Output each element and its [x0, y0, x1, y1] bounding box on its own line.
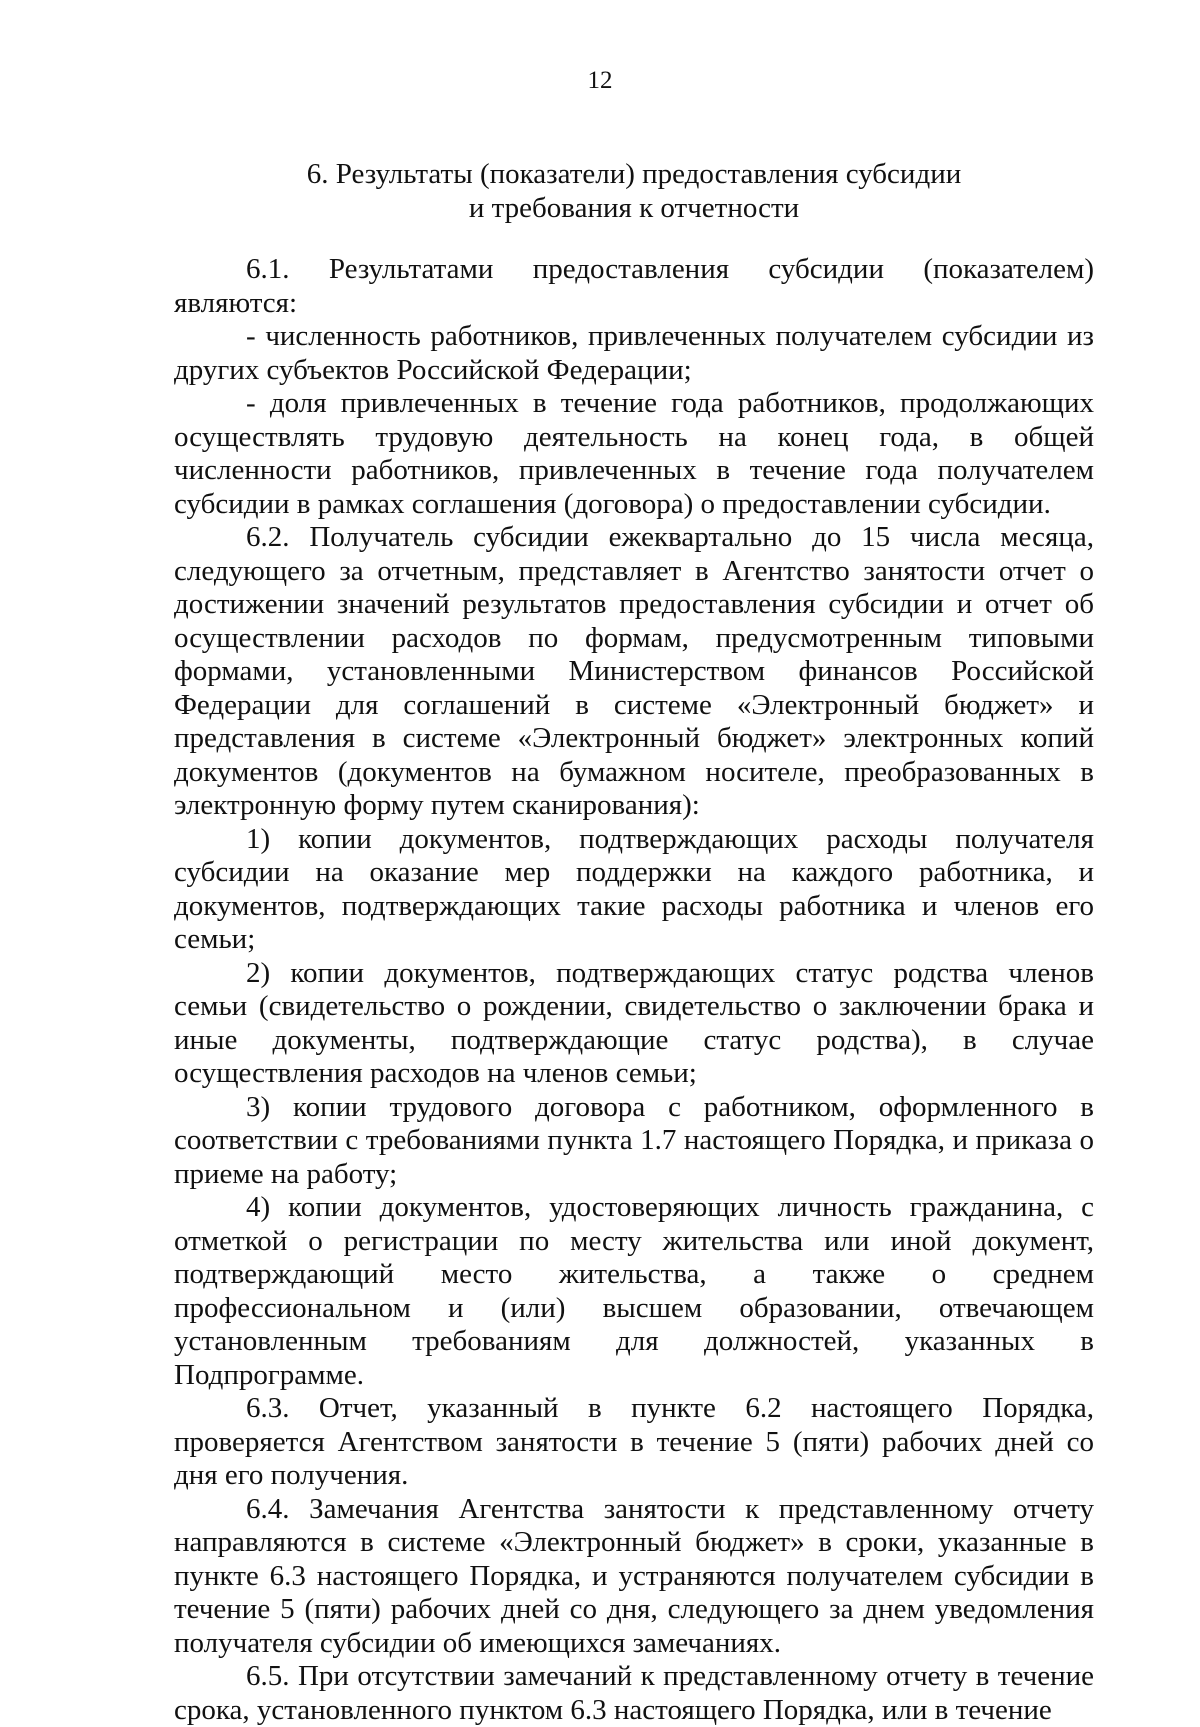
paragraph-6-5: 6.5. При отсутствии замечаний к представленному отчету в течение срока, установленного пунктом 6.3 настоящего Порядка, или в течение [174, 1660, 1094, 1726]
paragraph-indicator-workers-count: - численность работников, привлеченных получателем субсидии из других субъектов Российской Федерации; [174, 320, 1094, 386]
page-number: 12 [587, 67, 613, 94]
paragraph-indicator-workers-share: - доля привлеченных в течение года работников, продолжающих осуществлять трудовую деятельность на конец года, в общей численности работников, привлеченных в течение года получателем субсидии в рамках соглашения (договора) о предоставлении субсидии. [174, 387, 1094, 520]
section-title-line-2: и требования к отчетности [468, 191, 800, 224]
section-title [174, 158, 1094, 225]
section-title-line-1: 6. Результаты (показатели) предоставления субсидии [306, 158, 962, 190]
paragraph-6-3: 6.3. Отчет, указанный в пункте 6.2 настоящего Порядка, проверяется Агентством занятости в течение 5 (пяти) рабочих дней со дня его получения. [174, 1392, 1094, 1491]
paragraph-6-1: 6.1. Результатами предоставления субсидии (показателем) являются: [174, 253, 1094, 319]
list-item-3: 3) копии трудового договора с работником, оформленного в соответствии с требованиями пункта 1.7 настоящего Порядка, и приказа о приеме на работу; [174, 1090, 1094, 1190]
list-item-1: 1) копии документов, подтверждающих расходы получателя субсидии на оказание мер поддержки на каждого работника, и документов, подтверждающих такие расходы работника и членов его семьи; [174, 822, 1094, 955]
document-body [174, 158, 1094, 1727]
list-item-4: 4) копии документов, удостоверяющих личность гражданина, с отметкой о регистрации по месту жительства или иной документ, подтверждающий место жительства, а также о среднем профессиональном и (или) высшем образовании, отвечающем установленным требованиям для должностей, указанных в Подпрограмме. [174, 1191, 1094, 1391]
list-item-2: 2) копии документов, подтверждающих статус родства членов семьи (свидетельство о рождении, свидетельство о заключении брака и иные документы, подтверждающие статус родства), в случае осуществления расходов на членов семьи; [174, 956, 1094, 1089]
paragraph-6-4: 6.4. Замечания Агентства занятости к представленному отчету направляются в системе «Электронный бюджет» в сроки, указанные в пункте 6.3 настоящего Порядка, и устраняются получателем субсидии в течение 5 (пяти) рабочих дней со дня, следующего за днем уведомления получателя субсидии об имеющихся замечаниях. [174, 1492, 1094, 1659]
paragraph-6-2: 6.2. Получатель субсидии ежеквартально до 15 числа месяца, следующего за отчетным, представляет в Агентство занятости отчет о достижении значений результатов предоставления субсидии и отчет об осуществлении расходов по формам, предусмотренным типовыми формами, установленными Министерством финансов Российской Федерации для соглашений в системе «Электронный бюджет» и представления в системе «Электронный бюджет» электронных копий документов (документов на бумажном носителе, преобразованных в электронную форму путем сканирования): [174, 521, 1094, 821]
